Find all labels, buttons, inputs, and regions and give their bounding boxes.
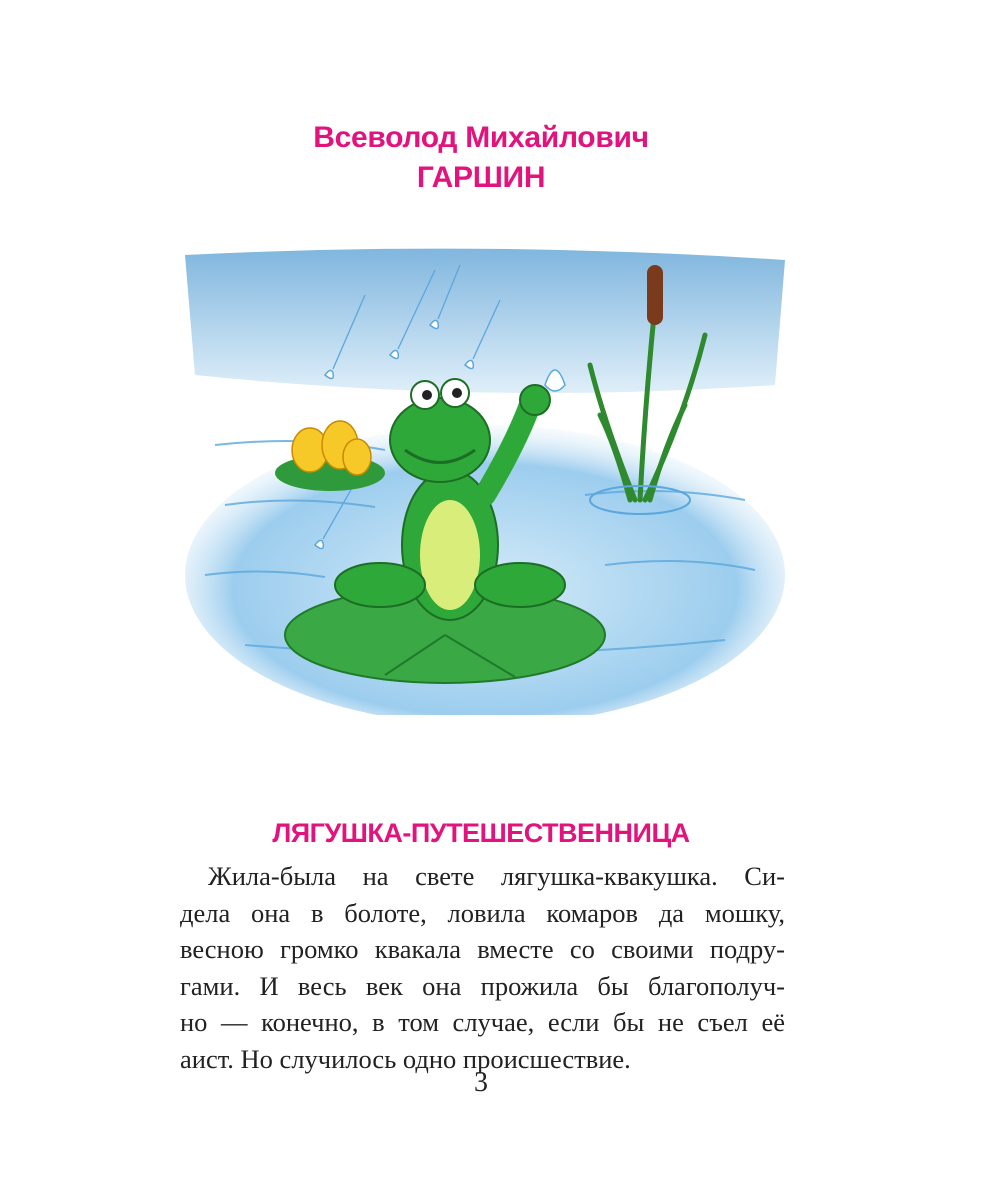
text-line: но — конечно, в том случае, если бы не съел её (180, 1007, 785, 1037)
text-line: весною громко квакала вместе со своими подру- (180, 934, 785, 964)
author-surname: ГАРШИН (416, 161, 546, 194)
author-name: Всеволод Михайлович (313, 121, 649, 154)
frog-illustration (185, 245, 785, 715)
page-number: 3 (474, 1067, 488, 1098)
story-text (180, 858, 785, 1077)
text-line: дела она в болоте, ловила комаров да мошку, (180, 897, 785, 928)
text-line: Жила-была на свете лягушка-квакушка. Си- (208, 861, 785, 891)
author-block (0, 118, 962, 198)
story-title: ЛЯГУШКА-ПУТЕШЕСТВЕННИЦА (272, 818, 690, 848)
text-line: аист. Но случилось одно происшествие. (180, 1043, 631, 1074)
text-line: гами. И весь век она прожила бы благополуч- (180, 970, 785, 1001)
